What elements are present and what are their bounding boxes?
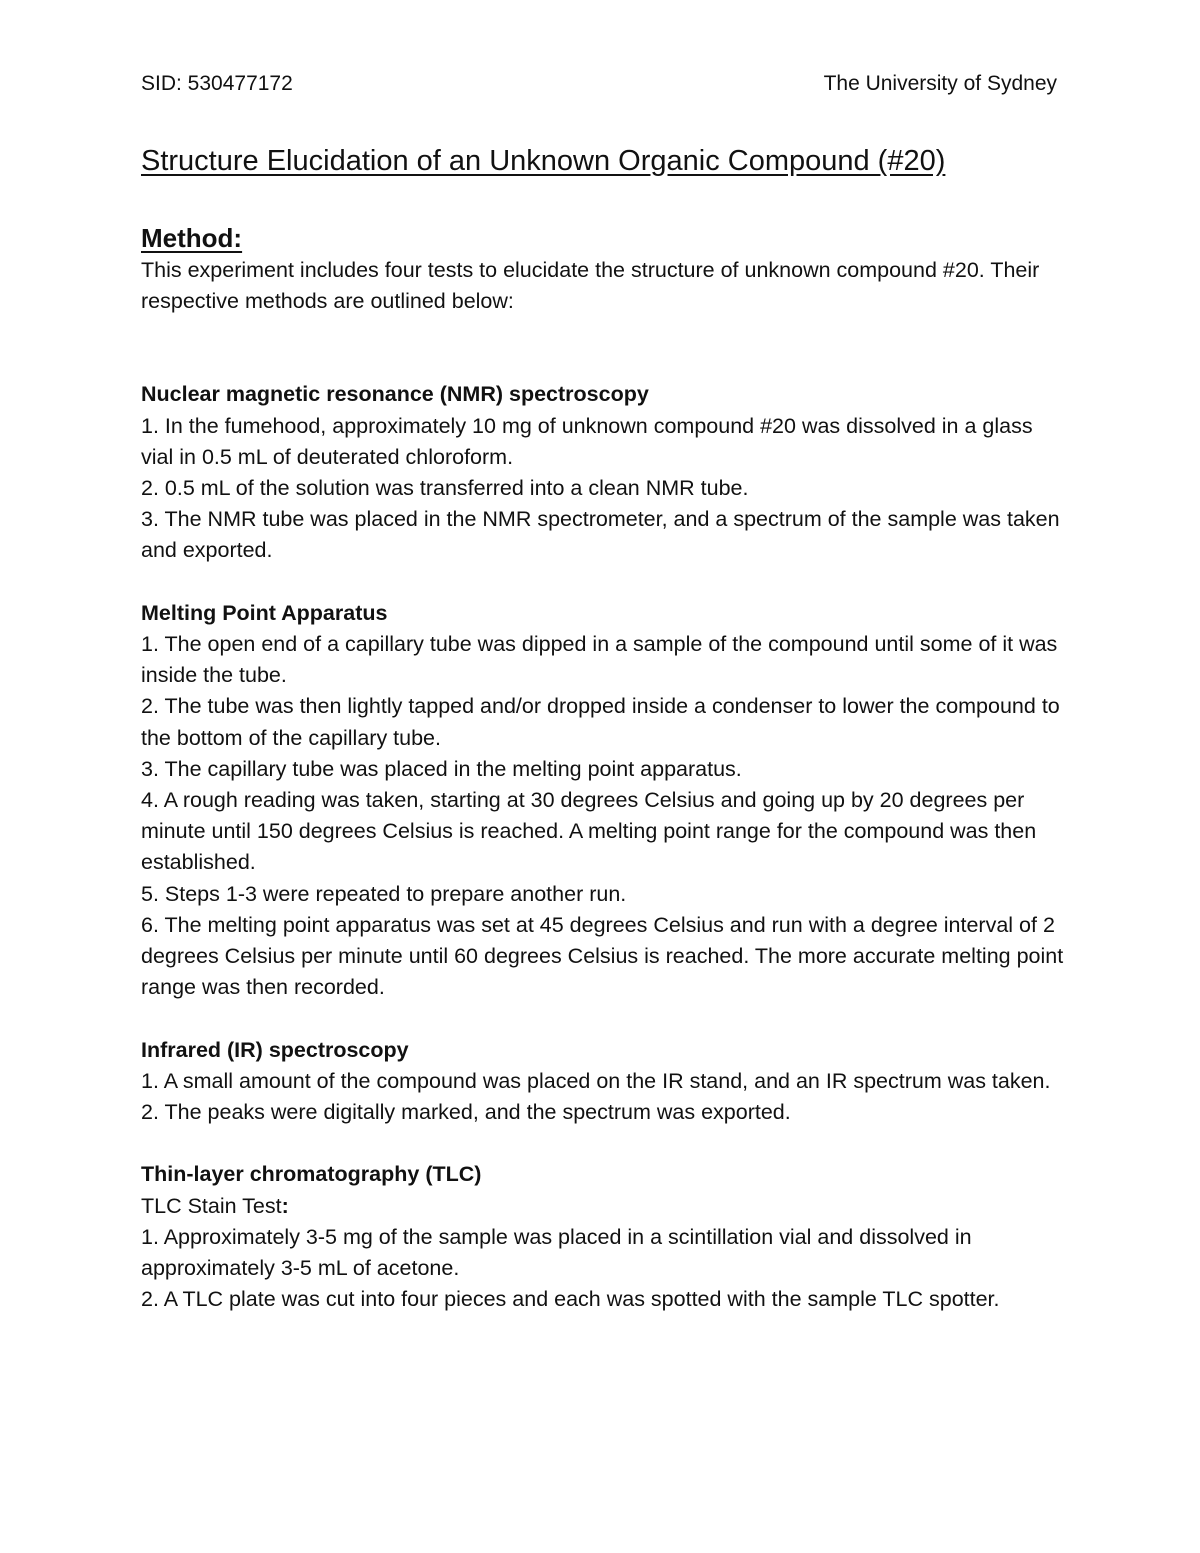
list-item: 3. The capillary tube was placed in the melting point apparatus. xyxy=(141,756,742,781)
section-nmr xyxy=(141,379,1066,566)
list-item: 2. 0.5 mL of the solution was transferred into a clean NMR tube. xyxy=(141,476,749,501)
list-item: 2. The peaks were digitally marked, and the spectrum was exported. xyxy=(141,1100,791,1125)
section-heading-tlc: Thin-layer chromatography (TLC) xyxy=(141,1162,482,1187)
section-ir xyxy=(141,1035,1066,1129)
list-item: 3. The NMR tube was placed in the NMR spectrometer, and a spectrum of the sample was taken and exported. xyxy=(141,507,1060,563)
document-title: Structure Elucidation of an Unknown Organic Compound (#20) xyxy=(141,145,946,177)
list-item: 1. A small amount of the compound was placed on the IR stand, and an IR spectrum was taken. xyxy=(141,1068,1051,1093)
list-item: 6. The melting point apparatus was set at 45 degrees Celsius and run with a degree interval of 2 degrees Celsius per minute until 60 degrees Celsius is reached. The more accurate melting point range was then recorded. xyxy=(141,912,1064,1000)
list-item: 1. The open end of a capillary tube was dipped in a sample of the compound until some of it was inside the tube. xyxy=(141,632,1058,688)
spacer xyxy=(141,567,1066,598)
list-item: 1. In the fumehood, approximately 10 mg of unknown compound #20 was dissolved in a glass vial in 0.5 mL of deuterated chloroform. xyxy=(141,413,1033,469)
method-heading: Method: xyxy=(141,223,243,253)
tlc-subheading-text: TLC Stain Test xyxy=(141,1193,282,1218)
list-item: 2. The tube was then lightly tapped and/or dropped inside a condenser to lower the compound to the bottom of the capillary tube. xyxy=(141,694,1060,750)
section-melting-point xyxy=(141,598,1066,1004)
method-intro: This experiment includes four tests to elucidate the structure of unknown compound #20. Their respective methods are outlined below: xyxy=(141,258,1040,314)
steps-tlc xyxy=(141,1222,1066,1316)
list-item: 1. Approximately 3-5 mg of the sample was placed in a scintillation vial and dissolved in approximately 3-5 mL of acetone. xyxy=(141,1224,972,1281)
spacer xyxy=(141,1128,1066,1159)
tlc-subheading-colon: : xyxy=(281,1193,289,1218)
section-heading-ir: Infrared (IR) spectroscopy xyxy=(141,1037,409,1062)
list-item: 4. A rough reading was taken, starting at 30 degrees Celsius and going up by 20 degrees per minute until 150 degrees Celsius is reached. A melting point range for the compound was then established. xyxy=(141,788,1037,875)
spacer xyxy=(141,317,1066,379)
section-tlc xyxy=(141,1159,1066,1315)
steps-ir xyxy=(141,1066,1066,1128)
header-sid: SID: 530477172 xyxy=(141,72,293,95)
header-university: The University of Sydney xyxy=(823,72,1057,95)
document-body xyxy=(141,141,1066,1315)
steps-nmr xyxy=(141,411,1066,567)
section-heading-nmr: Nuclear magnetic resonance (NMR) spectroscopy xyxy=(141,382,649,407)
steps-melting-point xyxy=(141,629,1066,1003)
list-item: 2. A TLC plate was cut into four pieces and each was spotted with the sample TLC spotter. xyxy=(141,1287,1000,1312)
list-item: 5. Steps 1-3 were repeated to prepare another run. xyxy=(141,881,627,906)
tlc-subheading xyxy=(141,1191,1066,1222)
spacer xyxy=(141,1003,1066,1034)
section-heading-melting-point: Melting Point Apparatus xyxy=(141,600,388,625)
